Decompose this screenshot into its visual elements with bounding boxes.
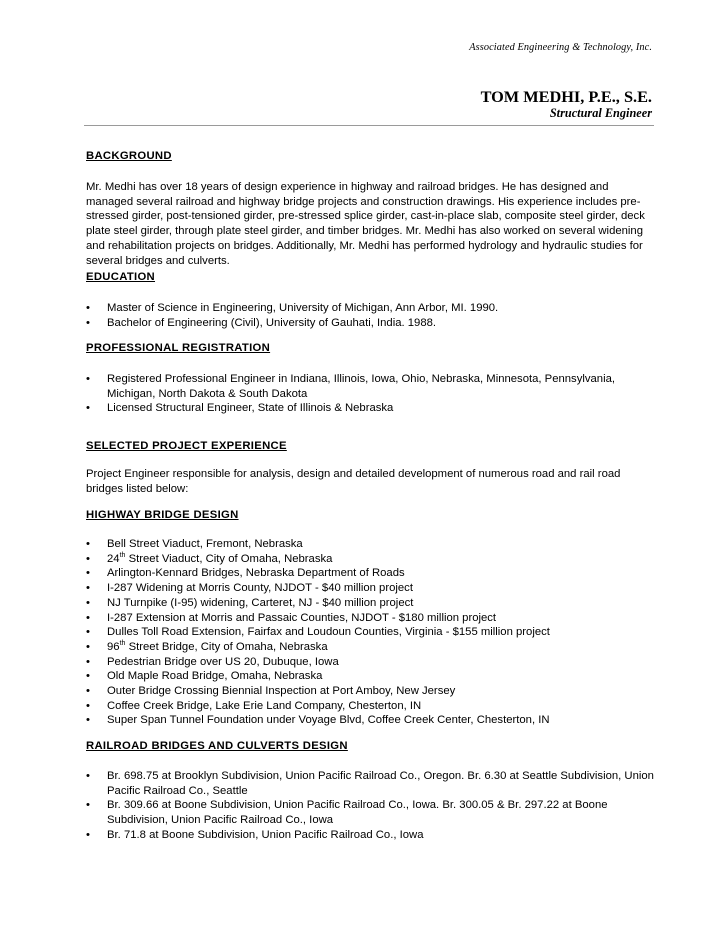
experience-heading: SELECTED PROJECT EXPERIENCE	[86, 440, 287, 452]
bullet-icon: •	[86, 655, 90, 668]
list-item: • Br. 309.66 at Boone Subdivision, Union Pacific Railroad Co., Iowa. Br. 300.05 & Br. 297.22 at Boone Subdivision, Union Pacific Railroad Co., Iowa	[86, 799, 608, 827]
list-item: • Coffee Creek Bridge, Lake Erie Land Company, Chesterton, IN	[86, 699, 422, 712]
bullet-icon: •	[86, 538, 90, 550]
list-item: • Pedestrian Bridge over US 20, Dubuque, Iowa	[86, 655, 339, 668]
header-divider	[84, 125, 654, 126]
bullet-icon: •	[86, 402, 90, 415]
background-heading: BACKGROUND	[86, 150, 172, 162]
bullet-icon: •	[86, 611, 90, 624]
job-title: Structural Engineer	[549, 106, 652, 120]
railroad-heading: RAILROAD BRIDGES AND CULVERTS DESIGN	[86, 740, 348, 752]
background-text: Mr. Medhi has over 18 years of design experience in highway and railroad bridges. He has designed and managed several railroad and highway bridge projects and construction drawings. His experience includes pre-stressed girder, post-tensioned girder, pre-stressed splice girder, cast-in-place slab, composite steel girder, deck plate steel girder, through plate steel girder, and timber bridges. Mr. Medhi has also worked on several widening and rehabilitation projects on bridges. Additionally, Mr. Medhi has performed hydrology and hydraulic studies for several bridges and culverts.	[86, 181, 645, 267]
list-item: • I-287 Widening at Morris County, NJDOT - $40 million project	[86, 582, 413, 595]
list-item: • Master of Science in Engineering, University of Michigan, Ann Arbor, MI. 1990.	[86, 302, 499, 314]
bullet-icon: •	[86, 552, 90, 565]
bullet-icon: •	[86, 670, 90, 683]
person-name: TOM MEDHI, P.E., S.E.	[480, 87, 652, 106]
bullet-icon: •	[86, 302, 90, 314]
railroad-list	[86, 769, 656, 843]
bullet-icon: •	[86, 373, 90, 385]
education-heading: EDUCATION	[86, 271, 156, 283]
list-item: • Super Span Tunnel Foundation under Voyage Blvd, Coffee Creek Center, Chesterton, IN	[86, 714, 550, 727]
bullet-icon: •	[86, 640, 90, 653]
list-item: • I-287 Extension at Morris and Passaic Counties, NJDOT - $180 million project	[86, 611, 497, 624]
bullet-icon: •	[86, 770, 90, 782]
registration-heading: PROFESSIONAL REGISTRATION	[86, 342, 271, 354]
bullet-icon: •	[86, 582, 90, 595]
registration-list	[86, 372, 656, 416]
list-item: • Br. 71.8 at Boone Subdivision, Union Pacific Railroad Co., Iowa	[86, 828, 424, 841]
list-item: • Licensed Structural Engineer, State of Illinois & Nebraska	[86, 402, 394, 415]
highway-list	[86, 537, 656, 728]
bullet-icon: •	[86, 799, 90, 812]
bullet-icon: •	[86, 316, 90, 329]
bullet-icon: •	[86, 596, 90, 609]
list-item: • 96th Street Bridge, City of Omaha, Nebraska	[86, 640, 328, 653]
company-name: Associated Engineering & Technology, Inc.	[469, 42, 652, 53]
bullet-icon: •	[86, 685, 90, 698]
bullet-icon: •	[86, 699, 90, 712]
list-item: • Dulles Toll Road Extension, Fairfax and Loudoun Counties, Virginia - $155 million project	[86, 626, 550, 639]
list-item: • Br. 698.75 at Brooklyn Subdivision, Union Pacific Railroad Co., Oregon. Br. 6.30 at Seattle Subdivision, Union Pacific Railroad Co., Seattle	[86, 770, 654, 797]
experience-text: Project Engineer responsible for analysis, design and detailed development of numerous road and rail road bridges listed below:	[86, 468, 621, 495]
list-item: • Bachelor of Engineering (Civil), University of Gauhati, India. 1988.	[86, 316, 437, 329]
bullet-icon: •	[86, 567, 90, 580]
list-item: • Registered Professional Engineer in Indiana, Illinois, Iowa, Ohio, Nebraska, Minnesota, Pennsylvania, Michigan, North Dakota & South Dakota	[86, 373, 616, 400]
list-item: • Outer Bridge Crossing Biennial Inspection at Port Amboy, New Jersey	[86, 685, 456, 698]
list-item: • 24th Street Viaduct, City of Omaha, Nebraska	[86, 551, 333, 565]
bullet-icon: •	[86, 626, 90, 639]
list-item: • NJ Turnpike (I-95) widening, Carteret, NJ - $40 million project	[86, 596, 414, 609]
list-item: • Bell Street Viaduct, Fremont, Nebraska	[86, 538, 303, 550]
bullet-icon: •	[86, 828, 90, 841]
list-item: • Arlington-Kennard Bridges, Nebraska Department of Roads	[86, 567, 405, 580]
bullet-icon: •	[86, 714, 90, 727]
education-list	[86, 301, 656, 330]
list-item: • Old Maple Road Bridge, Omaha, Nebraska	[86, 670, 323, 683]
highway-heading: HIGHWAY BRIDGE DESIGN	[86, 509, 239, 521]
